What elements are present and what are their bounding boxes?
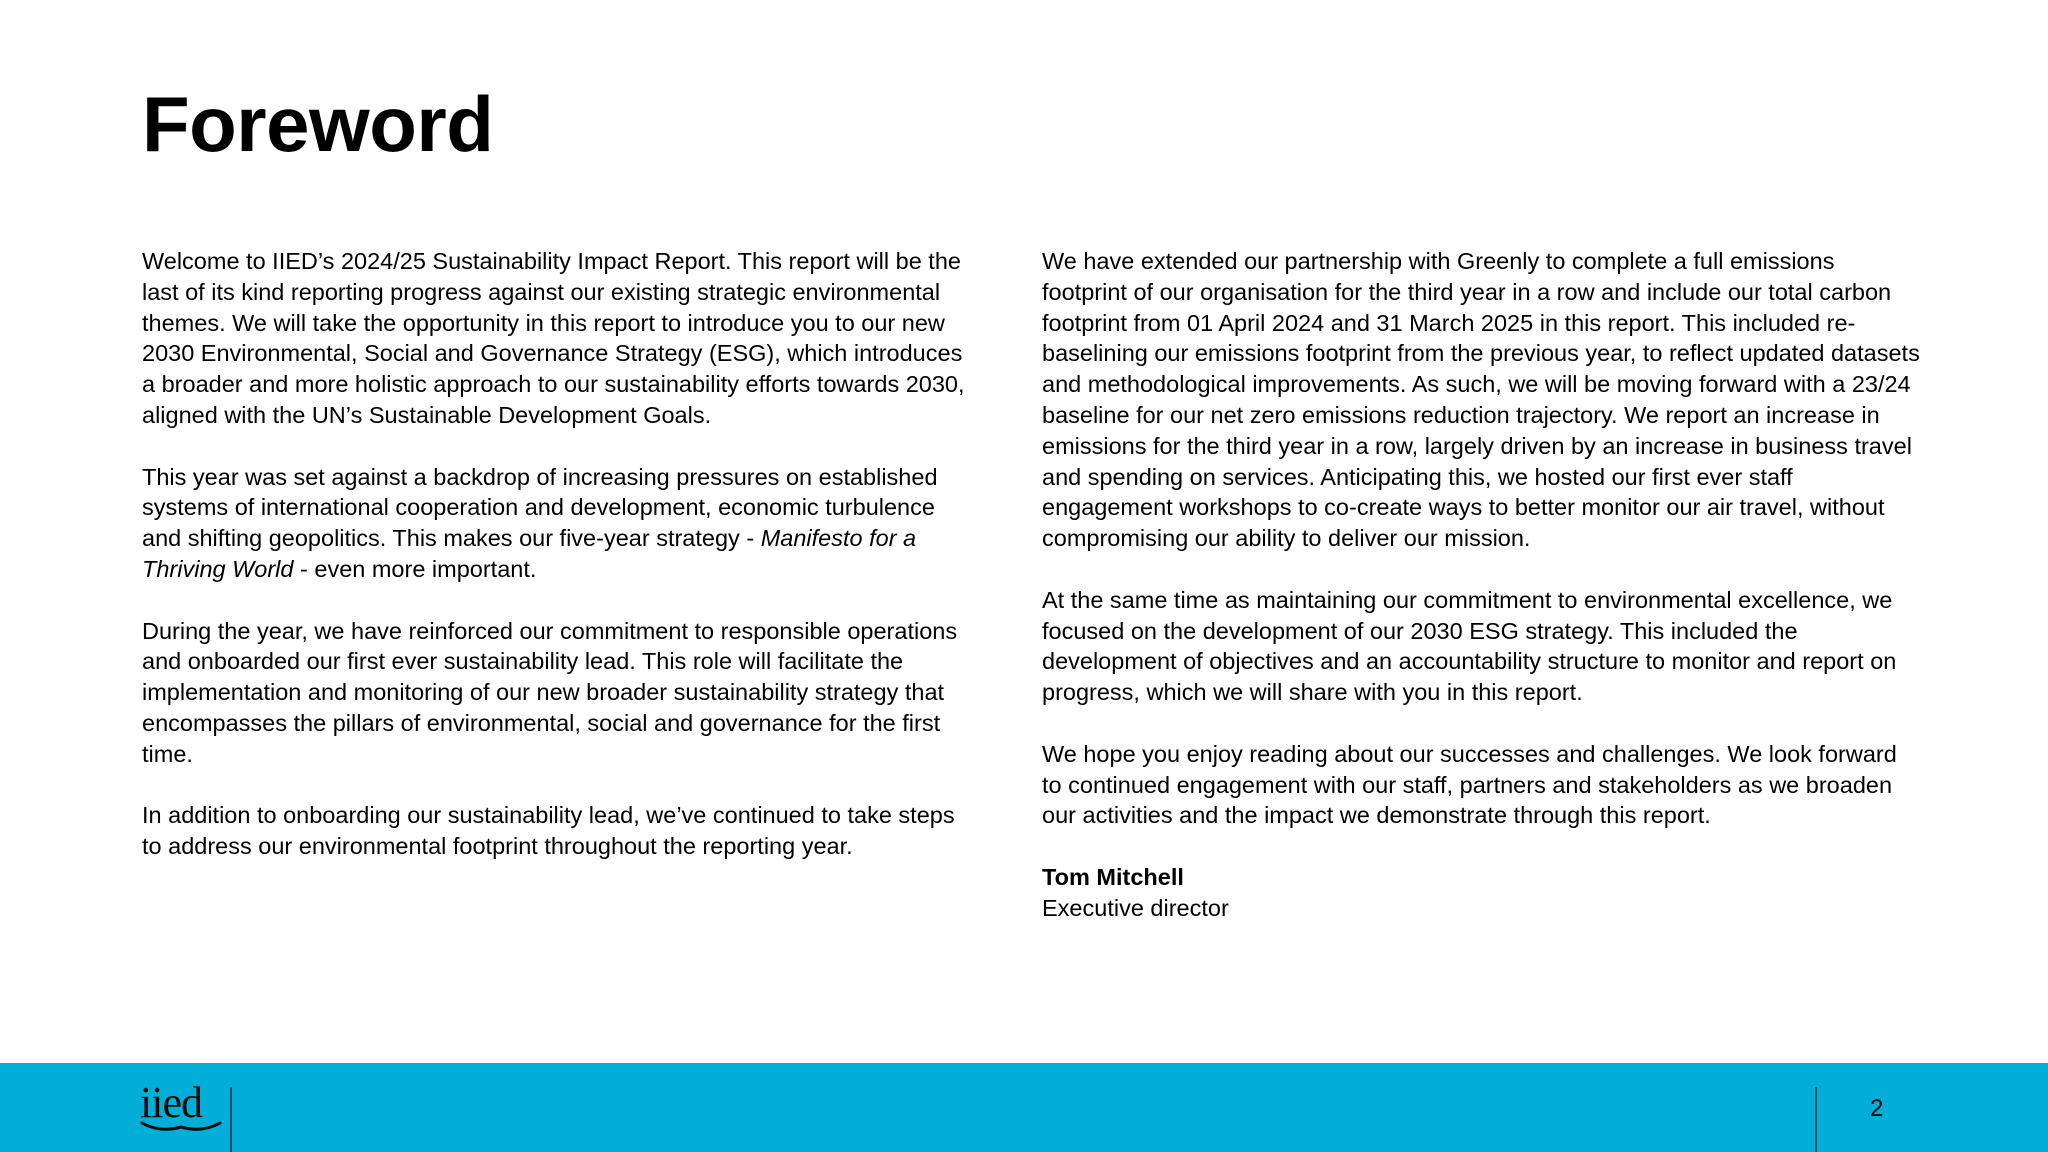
paragraph: In addition to onboarding our sustainability lead, we’ve continued to take steps to address our environmental footprint throughout the reporting year.	[142, 802, 955, 860]
footer-divider	[1815, 1087, 1817, 1152]
signature	[1042, 862, 1922, 924]
page-title: Foreword	[142, 80, 494, 168]
left-column	[142, 246, 972, 893]
signature-name: Tom Mitchell	[1042, 863, 1184, 890]
paragraph-text: - even more important.	[293, 555, 537, 582]
paragraph: We have extended our partnership with Greenly to complete a full emissions footprint of our organisation for the third year in a row and include our total carbon footprint from 01 April 2024 and 31 March 2025 in this report. This included re-baselining our emissions footprint from the previous year, to reflect updated datasets and methodological improvements. As such, we will be moving forward with a 23/24 baseline for our net zero emissions reduction trajectory. We report an increase in emissions for the third year in a row, largely driven by an increase in business travel and spending on services. Anticipating this, we hosted our first ever staff engagement workshops to co-create ways to better monitor our air travel, without compromising our ability to deliver our mission.	[1042, 248, 1920, 552]
signature-role: Executive director	[1042, 894, 1229, 921]
right-column	[1042, 246, 1922, 924]
logo-text: iied	[140, 1078, 202, 1127]
page-number: 2	[1870, 1095, 1884, 1122]
paragraph-text: This year was set against a backdrop of increasing pressures on established systems of international cooperation and development, economic turbulence and shifting geopolitics. This makes our five-year strategy -	[142, 463, 938, 552]
iied-logo	[140, 1078, 222, 1139]
paragraph: At the same time as maintaining our commitment to environmental excellence, we focused on the development of our 2030 ESG strategy. This included the development of objectives and an accountability structure to monitor and report on progress, which we will share with you in this report.	[1042, 586, 1897, 706]
paragraph: Welcome to IIED’s 2024/25 Sustainability Impact Report. This report will be the last of its kind reporting progress against our existing strategic environmental themes. We will take the opportunity in this report to introduce you to our new 2030 Environmental, Social and Governance Strategy (ESG), which introduces a broader and more holistic approach to our sustainability efforts towards 2030, aligned with the UN’s Sustainable Development Goals.	[142, 248, 965, 428]
footer-bar	[0, 1063, 2048, 1152]
paragraph: During the year, we have reinforced our commitment to responsible operations and onboarded our first ever sustainability lead. This role will facilitate the implementation and monitoring of our new broader sustainability strategy that encompasses the pillars of environmental, social and governance for the first time.	[142, 617, 958, 767]
footer-divider	[230, 1087, 232, 1152]
paragraph: We hope you enjoy reading about our successes and challenges. We look forward to continued engagement with our staff, partners and stakeholders as we broaden our activities and the impact we demonstrate through this report.	[1042, 740, 1897, 829]
strategy-title: Manifesto for a Thriving World	[142, 525, 917, 582]
paragraph	[142, 462, 972, 585]
logo-swoosh-icon	[140, 1121, 222, 1135]
